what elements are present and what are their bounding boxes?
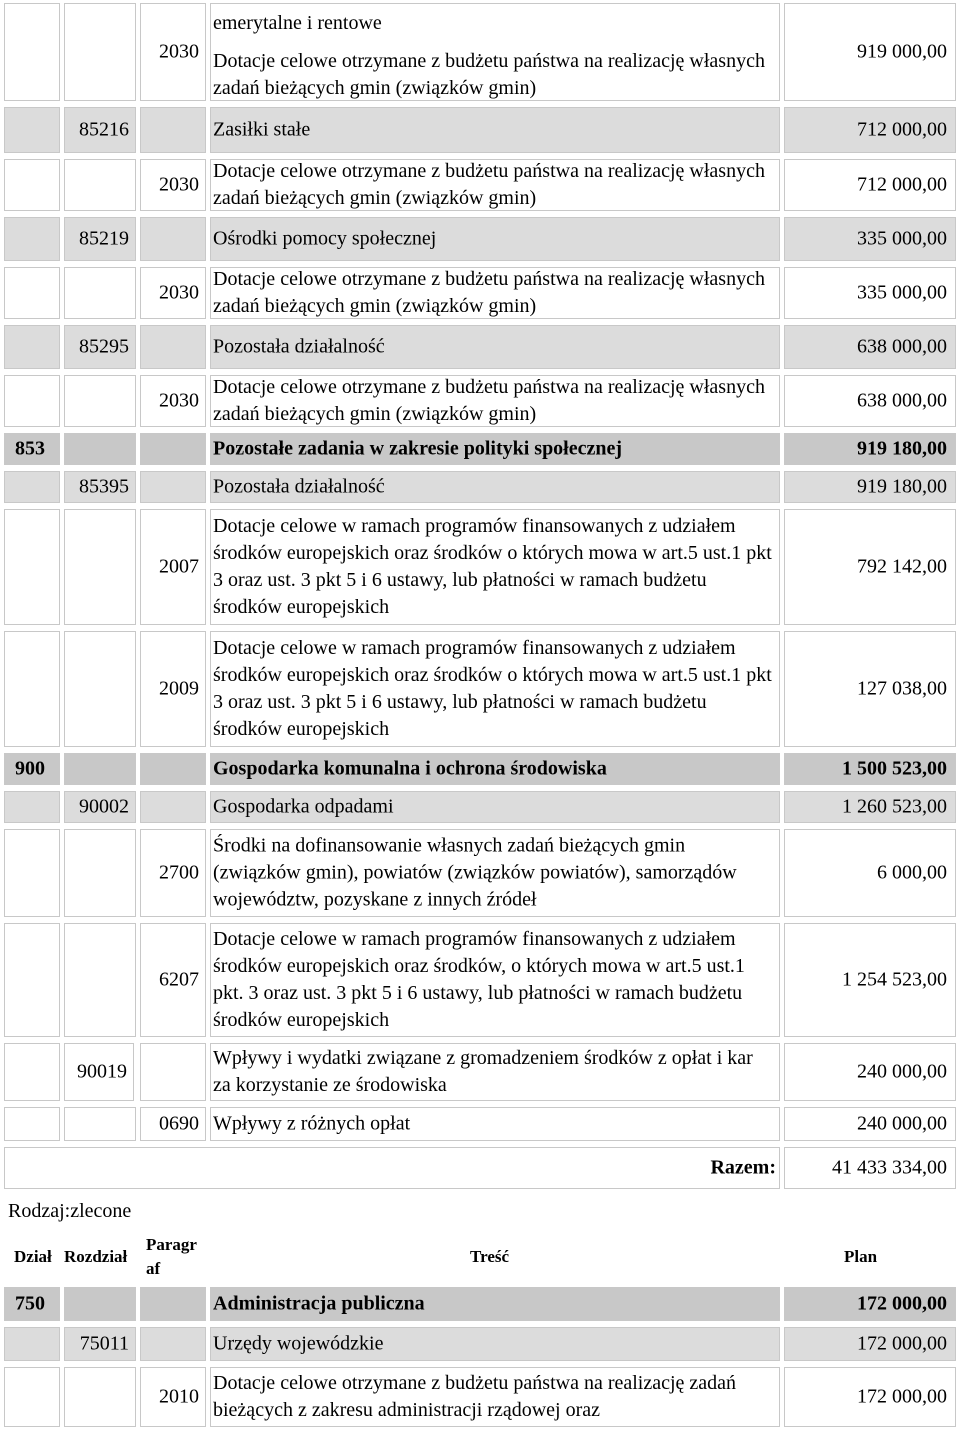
plan-value: 792 142,00: [857, 555, 947, 578]
dzial-cell: [4, 375, 60, 427]
table-header: [0, 1230, 960, 1284]
header-plan: Plan: [844, 1247, 878, 1266]
rozdzial-cell: [64, 923, 136, 1037]
plan-cell: [784, 159, 956, 211]
table-row: [0, 214, 960, 264]
dzial-cell: [4, 1287, 60, 1321]
tresc-text: Ośrodki pomocy społecznej: [213, 227, 437, 250]
plan-cell: [784, 509, 956, 625]
paragraf-code: 2030: [159, 281, 199, 304]
plan-value: 127 038,00: [857, 677, 947, 700]
rozdzial-cell: [64, 829, 136, 917]
paragraf-code: 2030: [159, 389, 199, 412]
tresc-cell: [210, 159, 780, 211]
plan-value: 1 254 523,00: [842, 968, 947, 991]
rozdzial-cell: [64, 1043, 134, 1101]
table-row: [0, 750, 960, 788]
tresc-text: Dotacje celowe w ramach programów finansowanych z udziałem środków europejskich oraz środków o których mowa w art.5 ust.1 pkt 3 oraz ust. 3 pkt 5 i 6 ustawy, lub płatności w ramach budżetu środków europejskich: [213, 637, 772, 740]
plan-value: 712 000,00: [857, 173, 947, 196]
paragraf-code: 2700: [159, 861, 199, 884]
razem-spacer: [4, 1147, 780, 1189]
dzial-cell: [4, 753, 60, 785]
rozdzial-cell: [64, 3, 136, 101]
paragraf-code: 0690: [159, 1112, 199, 1135]
paragraf-cell: [140, 1043, 206, 1101]
dzial-code: 900: [15, 757, 45, 780]
razem-value: 41 433 334,00: [832, 1156, 947, 1179]
rozdzial-cell: [64, 433, 136, 465]
dzial-cell: [4, 1043, 60, 1101]
dzial-code: 750: [15, 1292, 45, 1315]
plan-cell: [784, 1043, 956, 1101]
tresc-text: Pozostała działalność: [213, 475, 385, 498]
tresc-text: Wpływy i wydatki związane z gromadzeniem środków z opłat i kar za korzystanie ze środowiska: [213, 1047, 753, 1096]
tresc-text: Administracja publiczna: [213, 1292, 425, 1315]
table-row: [0, 322, 960, 372]
rozdzial-cell: [64, 325, 136, 369]
dzial-cell: [4, 631, 60, 747]
paragraf-cell: [140, 325, 206, 369]
table-row: [0, 1104, 960, 1144]
plan-cell: [784, 107, 956, 153]
dzial-cell: [4, 829, 60, 917]
plan-value: 919 180,00: [857, 437, 947, 460]
plan-value: 172 000,00: [857, 1292, 947, 1315]
table-row: [0, 826, 960, 920]
plan-value: 335 000,00: [857, 281, 947, 304]
table-row: [0, 264, 960, 322]
plan-value: 1 260 523,00: [842, 795, 947, 818]
table-row: [0, 788, 960, 826]
table-row: [0, 0, 960, 104]
table-row: [0, 1364, 960, 1430]
paragraf-cell: [140, 375, 206, 427]
tresc-text: Dotacje celowe otrzymane z budżetu państwa na realizację własnych zadań bieżących gmin (związków gmin): [213, 50, 765, 99]
dzial-cell: [4, 159, 60, 211]
tresc-cell: [210, 107, 780, 153]
paragraf-code: 2009: [159, 677, 199, 700]
table-row: [0, 104, 960, 156]
paragraf-cell: [140, 631, 206, 747]
paragraf-cell: [140, 217, 206, 261]
header-paragraf: Paragraf: [146, 1235, 197, 1278]
plan-value: 240 000,00: [857, 1112, 947, 1135]
paragraf-cell: [140, 471, 206, 503]
table-row: [0, 372, 960, 430]
plan-value: 172 000,00: [857, 1385, 947, 1408]
dzial-cell: [4, 471, 60, 503]
rozdzial-cell: [64, 375, 136, 427]
rozdzial-cell: [64, 107, 136, 153]
paragraf-cell: [140, 1287, 206, 1321]
tresc-cell: [210, 1327, 780, 1361]
tresc-text: Dotacje celowe otrzymane z budżetu państwa na realizację zadań bieżących z zakresu administracji rządowej oraz: [213, 1372, 737, 1421]
plan-cell: [784, 375, 956, 427]
tresc-cell: [210, 791, 780, 823]
paragraf-cell: [140, 923, 206, 1037]
paragraf-cell: [140, 829, 206, 917]
tresc-text: Dotacje celowe w ramach programów finansowanych z udziałem środków europejskich oraz środków o których mowa w art.5 ust.1 pkt 3 oraz ust. 3 pkt 5 i 6 ustawy, lub płatności w ramach budżetu środków europejskich: [213, 515, 772, 618]
tresc-cell: [210, 829, 780, 917]
paragraf-cell: [140, 433, 206, 465]
dzial-code: 853: [15, 437, 45, 460]
plan-cell: [784, 631, 956, 747]
paragraf-cell: [140, 791, 206, 823]
tresc-pre-text: emerytalne i rentowe: [213, 12, 382, 34]
tresc-cell: [210, 923, 780, 1037]
dzial-cell: [4, 1107, 60, 1141]
tresc-cell: [210, 433, 780, 465]
dzial-cell: [4, 509, 60, 625]
rozdzial-code: 85395: [79, 475, 129, 498]
rozdzial-cell: [64, 471, 136, 503]
rozdzial-cell: [64, 1367, 136, 1427]
header-rozdzial: Rozdział: [64, 1247, 128, 1266]
tresc-text: Środki na dofinansowanie własnych zadań bieżących gmin (związków gmin), powiatów (związków powiatów), samorządów województw, pozyskane z innych źródeł: [213, 834, 737, 911]
rozdzial-cell: [64, 1327, 136, 1361]
plan-cell: [784, 1287, 956, 1321]
rozdzial-code: 85295: [79, 335, 129, 358]
paragraf-cell: [140, 509, 206, 625]
plan-value: 919 180,00: [857, 475, 947, 498]
rodzaj-row: [0, 1192, 960, 1230]
paragraf-code: 2007: [159, 555, 199, 578]
paragraf-code: 2010: [159, 1385, 199, 1408]
plan-cell: [784, 791, 956, 823]
rozdzial-code: 85219: [79, 227, 129, 250]
table-row: [0, 156, 960, 214]
plan-cell: [784, 217, 956, 261]
dzial-cell: [4, 267, 60, 319]
rozdzial-cell: [64, 791, 136, 823]
table-row: [0, 506, 960, 628]
dzial-cell: [4, 791, 60, 823]
rozdzial-cell: [64, 631, 136, 747]
table-row: [0, 468, 960, 506]
tresc-cell: [210, 1043, 780, 1101]
rozdzial-code: 90002: [79, 795, 129, 818]
table-row: [0, 1284, 960, 1324]
rozdzial-cell: [64, 1287, 136, 1321]
tresc-text: Dotacje celowe otrzymane z budżetu państwa na realizację własnych zadań bieżących gmin (związków gmin): [213, 376, 765, 425]
paragraf-cell: [140, 159, 206, 211]
tresc-text: Pozostała działalność: [213, 335, 385, 358]
tresc-cell: [210, 471, 780, 503]
paragraf-code: 2030: [159, 173, 199, 196]
plan-cell: [784, 1367, 956, 1427]
paragraf-cell: [140, 1327, 206, 1361]
plan-cell: [784, 1327, 956, 1361]
rozdzial-cell: [64, 217, 136, 261]
table-row: [0, 920, 960, 1040]
table-row: [0, 1324, 960, 1364]
tresc-text: Pozostałe zadania w zakresie polityki społecznej: [213, 437, 623, 460]
header-tresc: Treść: [470, 1247, 510, 1266]
paragraf-code: 6207: [159, 968, 199, 991]
paragraf-cell: [140, 1107, 206, 1141]
razem-value-cell: [784, 1147, 956, 1189]
table-row: [0, 628, 960, 750]
rozdzial-code: 90019: [77, 1060, 127, 1083]
table-row: [0, 430, 960, 468]
tresc-cell: [210, 375, 780, 427]
plan-value: 919 000,00: [857, 40, 947, 63]
rozdzial-cell: [64, 267, 136, 319]
plan-value: 335 000,00: [857, 227, 947, 250]
paragraf-cell: [140, 1367, 206, 1427]
tresc-cell: [210, 631, 780, 747]
tresc-cell: [210, 1107, 780, 1141]
paragraf-cell: [140, 753, 206, 785]
tresc-text: Dotacje celowe w ramach programów finansowanych z udziałem środków europejskich oraz środków, o których mowa w art.5 ust.1 pkt. 3 oraz ust. 3 pkt 5 i 6 ustawy, lub płatności w ramach budżetu środków europejskich: [213, 928, 745, 1031]
dzial-cell: [4, 325, 60, 369]
plan-cell: [784, 433, 956, 465]
dzial-cell: [4, 3, 60, 101]
tresc-cell: [210, 217, 780, 261]
plan-cell: [784, 1107, 956, 1141]
tresc-cell: [210, 3, 780, 101]
tresc-cell: [210, 325, 780, 369]
plan-value: 240 000,00: [857, 1060, 947, 1083]
plan-value: 638 000,00: [857, 335, 947, 358]
paragraf-cell: [140, 267, 206, 319]
header-dzial: Dział: [14, 1247, 52, 1266]
paragraf-cell: [140, 107, 206, 153]
tresc-cell: [210, 1287, 780, 1321]
tresc-cell: [210, 267, 780, 319]
rozdzial-code: 85216: [79, 118, 129, 141]
plan-cell: [784, 829, 956, 917]
rozdzial-cell: [64, 159, 136, 211]
tresc-text: Gospodarka komunalna i ochrona środowiska: [213, 757, 607, 780]
razem-row: [0, 1144, 960, 1192]
rodzaj-label: Rodzaj:zlecone: [8, 1200, 132, 1222]
rozdzial-cell: [64, 509, 136, 625]
razem-label: Razem:: [710, 1156, 776, 1179]
plan-cell: [784, 3, 956, 101]
plan-value: 638 000,00: [857, 389, 947, 412]
paragraf-cell: [140, 3, 206, 101]
plan-value: 172 000,00: [857, 1332, 947, 1355]
plan-cell: [784, 753, 956, 785]
plan-value: 712 000,00: [857, 118, 947, 141]
plan-value: 6 000,00: [877, 861, 947, 884]
tresc-text: Wpływy z różnych opłat: [213, 1112, 411, 1135]
rozdzial-cell: [64, 753, 136, 785]
dzial-cell: [4, 923, 60, 1037]
dzial-cell: [4, 217, 60, 261]
dzial-cell: [4, 1327, 60, 1361]
tresc-cell: [210, 1367, 780, 1427]
dzial-cell: [4, 433, 60, 465]
tresc-cell: [210, 753, 780, 785]
tresc-text: Gospodarka odpadami: [213, 795, 394, 818]
tresc-text: Dotacje celowe otrzymane z budżetu państwa na realizację własnych zadań bieżących gmin (związków gmin): [213, 268, 765, 317]
rozdzial-code: 75011: [79, 1332, 129, 1355]
tresc-text: Dotacje celowe otrzymane z budżetu państwa na realizację własnych zadań bieżących gmin (związków gmin): [213, 160, 765, 209]
plan-cell: [784, 923, 956, 1037]
tresc-text: Urzędy wojewódzkie: [213, 1332, 384, 1355]
dzial-cell: [4, 1367, 60, 1427]
dzial-cell: [4, 107, 60, 153]
table-row: [0, 1040, 960, 1104]
rozdzial-cell: [64, 1107, 136, 1141]
plan-cell: [784, 471, 956, 503]
plan-cell: [784, 325, 956, 369]
plan-value: 1 500 523,00: [842, 757, 947, 780]
tresc-cell: [210, 509, 780, 625]
plan-cell: [784, 267, 956, 319]
tresc-text: Zasiłki stałe: [213, 118, 311, 141]
paragraf-code: 2030: [159, 40, 199, 63]
